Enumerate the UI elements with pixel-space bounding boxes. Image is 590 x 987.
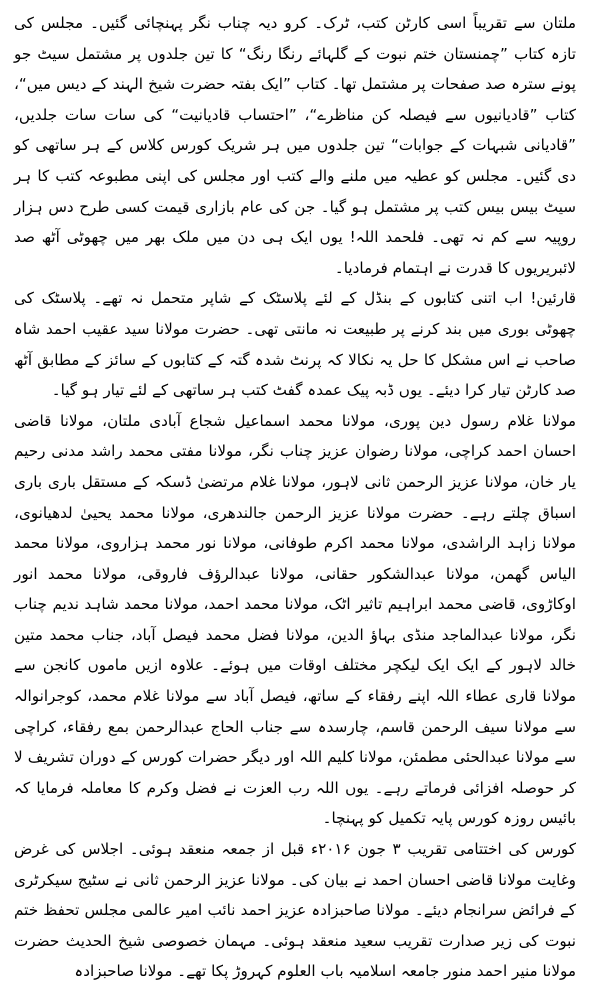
paragraph-cartons: قارئین! اب اتنی کتابوں کے بنڈل کے لئے پلاسٹک کے شاپر متحمل نہ تھے۔ پلاسٹک کی چھوٹی بوری میں بند کرنے پر طبیعت نہ مانتی تھی۔ حضرت مولانا سید عقیب احمد شاہ صاحب نے اس مشکل کا حل یہ نکالا کہ پرنٹ شدہ گتہ کے کتابوں کے سائز کے مطابق آٹھ صد کارٹن تیار کرا دیئے۔ یوں ڈبہ پیک عمدہ گفٹ کتب ہر ساتھی کے لئے تیار ہو گیا۔ (14, 289, 576, 400)
document-page (14, 8, 577, 981)
paragraph-books-distribution: ملتان سے تقریباً اسی کارٹن کتب، ٹرک۔ کرو دیہ چناب نگر پہنچائی گئیں۔ مجلس کی تازہ کتاب ”چمنستان ختم نبوت کے گلہائے رنگا رنگ“ کا تین جلدوں پر مشتمل سیٹ جو پونے سترہ صد صفحات پر مشتمل تھا۔ کتاب ”ایک بفتہ حضرت شیخ الہند کے دیس میں“، کتاب ”قادیانیوں سے فیصلہ کن مناظرے“، ”احتساب قادیانیت“ کی سات سات جلدیں، ”قادیانی شبہات کے جوابات“ تین جلدوں میں ہر شریک کورس کلاس کے ہر ساتھی کو دی گئیں۔ مجلس کو عطیہ میں ملنے والے کتب اور مجلس کی اپنی مطبوعہ کتب کا ہر سیٹ بیس بیس کتب پر مشتمل ہو گیا۔ جن کی عام بازاری قیمت کسی طرح دس ہزار روپیہ سے کم نہ تھی۔ فلحمد اللہ! یوں ایک ہی دن میں ملک بھر میں چھوٹی آٹھ صد لائبریریوں کا قدرت نے اہتمام فرمادیا۔ (14, 14, 576, 277)
paragraph-lecturers: مولانا غلام رسول دین پوری، مولانا محمد اسماعیل شجاع آبادی ملتان، مولانا قاضی احسان احمد کراچی، مولانا رضوان عزیز چناب نگر، مولانا مفتی محمد راشد مدنی رحیم یار خان، مولانا عزیز الرحمن ثانی لاہور، مولانا غلام مرتضیٰ ڈسکہ کے مستقل باری باری اسباق چلتے رہے۔ حضرت مولانا عزیز الرحمن جالندھری، مولانا محمد یحییٰ لدھیانوی، مولانا زاہد الراشدی، مولانا محمد اکرم طوفانی، مولانا نور محمد ہزاروی، مولانا محمد الیاس گھمن، مولانا عبدالشکور حقانی، مولانا عبدالرؤف فاروقی، مولانا محمد انور اوکاڑوی، قاضی محمد ابراہیم تاثیر اٹک، مولانا محمد احمد، مولانا محمد شاہد ندیم چناب نگر، مولانا عبدالماجد منڈی بہاؤ الدین، مولانا فضل محمد فیصل آباد، جناب محمد متین خالد لاہور کے ایک ایک لیکچر مختلف اوقات میں ہوئے۔ علاوہ ازیں ماموں کانجن سے مولانا قاری عطاء اللہ اپنے رفقاء کے ساتھ، فیصل آباد سے مولانا غلام محمد، کوجرانوالہ سے مولانا سیف الرحمن قاسم، چارسدہ سے جناب الحاج عبدالرحمن بمع رفقاء، کراچی سے مولانا عبدالحئی مطمئن، مولانا کلیم اللہ اور دیگر حضرات کورس کے دوران تشریف لا کر حوصلہ افزائی فرماتے رہے۔ یوں اللہ رب العزت نے فضل وکرم کا معاملہ فرمایا کہ بائیس روزہ کورس پایہ تکمیل کو پہنچا۔ (14, 411, 576, 828)
paragraph-closing-ceremony: کورس کی اختتامی تقریب ۳ جون ۲۰۱۶ء قبل از جمعہ منعقد ہوئی۔ اجلاس کی غرض وغایت مولانا قاضی احسان احمد نے بیان کی۔ مولانا عزیز الرحمن ثانی نے سٹیج سیکرٹری کے فرائض سرانجام دیئے۔ مولانا صاحبزادہ عزیز احمد نائب امیر عالمی مجلس تحفظ ختم نبوت کی زیر صدارت تقریب سعید منعقد ہوئی۔ مہمان خصوصی شیخ الحدیث حضرت مولانا منیر احمد منور جامعہ اسلامیہ باب العلوم کہروڑ پکا تھے۔ مولانا صاحبزادہ (14, 840, 577, 981)
